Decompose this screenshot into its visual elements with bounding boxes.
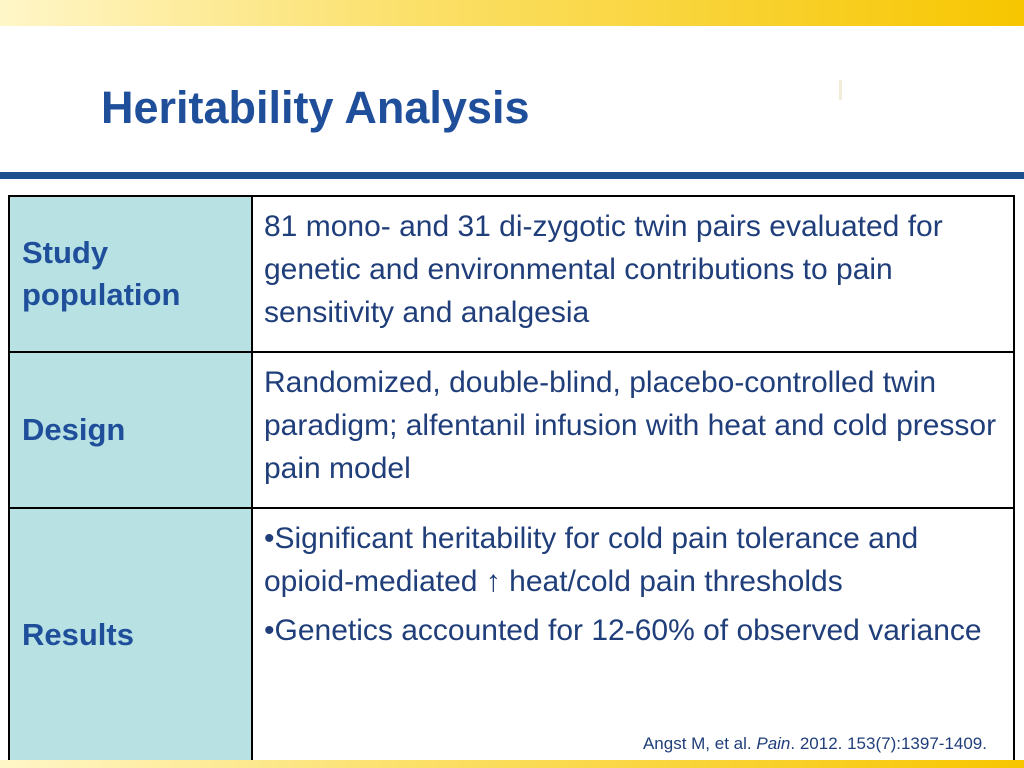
result-bullet: •Genetics accounted for 12-60% of observed variance — [264, 614, 982, 647]
cell-text: 81 mono- and 31 di-zygotic twin pairs evaluated for genetic and environmental contributions to pain sensitivity and analgesia — [264, 210, 943, 329]
title-divider — [0, 172, 1024, 179]
logo-icon — [836, 78, 846, 102]
citation-journal: Pain — [756, 734, 791, 753]
top-decorative-band — [0, 0, 1024, 26]
row-value-results — [252, 508, 1014, 762]
citation-authors: Angst M, et al. — [642, 734, 752, 753]
row-value-study-population — [252, 196, 1014, 352]
page-title: Heritability Analysis — [101, 82, 530, 133]
citation — [643, 734, 987, 754]
result-bullet: •Significant heritability for cold pain tolerance and opioid-mediated ↑ heat/cold pain thresholds — [264, 522, 919, 598]
table-row — [9, 508, 1014, 762]
row-header-study-population: Study population — [9, 196, 252, 352]
table-row — [9, 352, 1014, 508]
row-value-design — [252, 352, 1014, 508]
table-row — [9, 196, 1014, 352]
cell-text: Randomized, double-blind, placebo-controlled twin paradigm; alfentanil infusion with heat and cold pressor pain model — [264, 366, 997, 485]
heritability-table — [8, 195, 1015, 763]
row-header-design: Design — [9, 352, 252, 508]
row-header-results: Results — [9, 508, 252, 762]
citation-details: . 2012. 153(7):1397-1409. — [790, 734, 987, 753]
bottom-decorative-band — [0, 760, 1024, 768]
